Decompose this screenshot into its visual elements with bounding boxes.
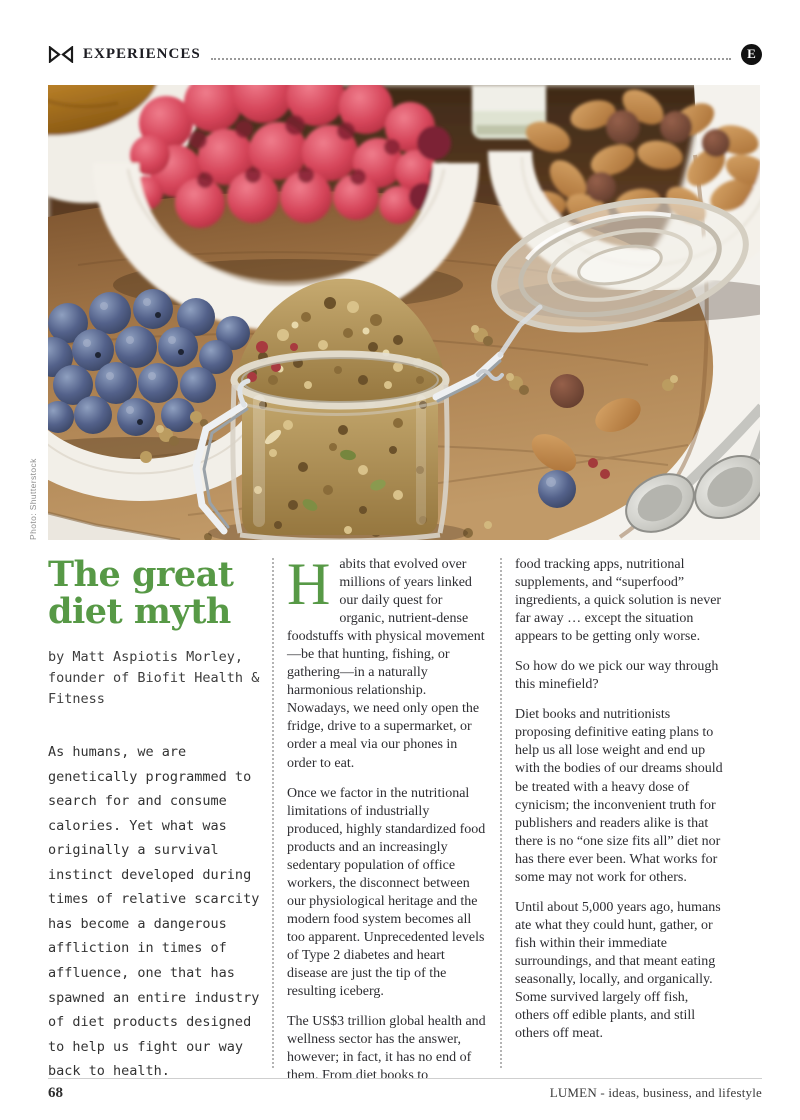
body-paragraph: Once we factor in the nutritional limitations of industrially produced, highly standardized food products and an increasingly sedentary population of office workers, the disconnect between our physiological heritage and the modern food system becomes all too apparent. Unprecedented levels of Type 2 diabetes and heart disease are just the tip of the resulting iceberg.: [287, 785, 486, 1000]
body-paragraph: Diet books and nutritionists proposing definitive eating plans to help us all lose weight and end up with the bodies of our dreams should be treated with a heavy dose of cynicism; the inconvenient truth for publishers and readers alike is that there is no “one size fits all” diet nor has there ever been. What works for some may not work for others.: [515, 707, 723, 885]
body-paragraph-text: abits that evolved over millions of years linked our daily quest for organic, nutrient-dense foodstuffs with physical movement—be that hunting, fishing, or gathering—in a naturally harmonious relationship. Nowadays, we need only open the fridge, drive to a supermarket, or order a meal via our phones in order to eat.: [287, 557, 485, 771]
photo-credit: Photo: Shutterstock: [28, 458, 38, 540]
column-divider-1: [272, 558, 274, 1068]
page-number: 68: [48, 1085, 63, 1101]
body-paragraph: So how do we pick our way through this minefield?: [515, 659, 719, 693]
hero-photo: [48, 85, 760, 540]
right-column: [515, 556, 723, 1055]
drop-cap: H: [287, 551, 331, 617]
body-paragraph: [287, 551, 488, 773]
dotted-leader-line: [211, 58, 731, 60]
article-title-line1: The great: [48, 554, 234, 595]
intro-column: [48, 556, 262, 1084]
body-paragraph: food tracking apps, nutritional supplements, and “superfood” ingredients, a quick solution is never far away … except the situation appears to be getting only worse.: [515, 557, 722, 645]
section-label: EXPERIENCES: [83, 46, 201, 62]
article-title-line2: diet myth: [48, 591, 231, 633]
body-paragraph: The US$3 trillion global health and wellness sector has the answer, however; in fact, it has no end of them. From diet books to: [287, 1014, 486, 1084]
article-lead: As humans, we are genetically programmed to search for and consume calories. Yet what was originally a survival instinct developed during times of relative scarcity has become a dangerous affliction in times of affluence, one that has spawned an entire industry of diet products designed to help us fight our way back to health.: [48, 743, 260, 1080]
footer-rule: [48, 1078, 762, 1079]
hero-photo-illustration: [48, 85, 760, 540]
article-title: [48, 554, 262, 633]
middle-column: [287, 551, 488, 1097]
magazine-logo-badge: E: [741, 44, 762, 65]
article-byline: by Matt Aspiotis Morley, founder of Biofit Health & Fitness: [48, 649, 260, 708]
magazine-tagline: LUMEN - ideas, business, and lifestyle: [549, 1085, 762, 1100]
page-header: [48, 44, 762, 65]
bowtie-icon: [48, 46, 74, 63]
column-divider-2: [500, 558, 502, 1068]
body-paragraph: Until about 5,000 years ago, humans ate what they could hunt, gather, or fish within their immediate surroundings, and that meant eating seasonally, locally, and organically. Some survived largely off fish, others off edible plants, and still others off meat.: [515, 899, 721, 1042]
page-footer: [48, 1085, 762, 1102]
